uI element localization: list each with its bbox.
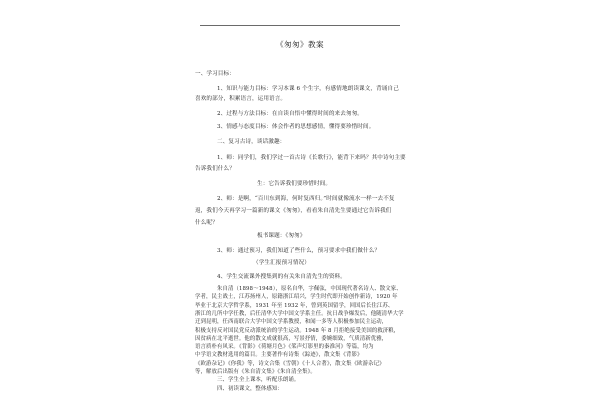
paragraph-line: （学生汇报预习情况） [253, 260, 310, 266]
paragraph-line: 生：它告诉我们要珍惜时间。 [257, 181, 332, 187]
page-title: 《匆匆》教案 [276, 40, 324, 49]
paragraph-line: 告诉我们什么？ [195, 166, 235, 172]
paragraph-line: 3、情感与态度目标：体会作者的思想感情，懂得要珍惜时间。 [217, 124, 375, 130]
paragraph-line: 2、师：是啊，“百川东到海，何时复西归。”时间就像流水一样一去不复 [217, 196, 395, 202]
paragraph-line: 朱自清（1898～1948），原名自华，字佩弦，中国现代著名诗人、散文家、 [217, 286, 402, 292]
paragraph-line: 等，解放后出版有《朱自清文集》《朱自清全集》。 [195, 369, 316, 375]
paragraph-line: 中学语文教材选用的篇目。主要著作有诗集《踪迹》，散文集《背影》 [195, 352, 363, 359]
section-heading-read: 四、初读课文，整体感知： [217, 385, 283, 392]
paragraph-line: 3、师：通过预习，我们知道了些什么，预习要求中我们做什么？ [217, 248, 381, 254]
section-heading-review: 二、复习古诗，谈话激趣： [217, 139, 286, 145]
paragraph-line: 积极支持反对国民党反动派统治的学生运动。1948 年 8 月拒绝接受美国的救济粮， [195, 327, 400, 334]
paragraph-line: 什么呢？ [195, 220, 218, 226]
paragraph-line: 1、知识与能力目标：学习本课 6 个生字，有感情地朗读课文，背诵自己 [217, 86, 399, 92]
paragraph-line: 返，我们今天再学习一篇新的课文《匆匆》，看看朱自清先生要通过它告诉我们 [195, 208, 392, 214]
paragraph-line: 语言质朴有风采。《背影》《荷塘月色》《桨声灯影里的秦淮河》等篇，均为 [195, 344, 374, 351]
paragraph-line: 4、学生交流课外搜集到的有关朱自清先生的资料。 [217, 274, 346, 280]
paragraph-line: 浙江的几所中学任教，后任清华大学中国文学系主任。抗日战争爆发后，他随清华大学 [195, 310, 404, 317]
section-heading-objectives: 一、学习目标： [195, 71, 235, 77]
section-heading-listen: 三、学生全上课本，听配乐朗诵。 [217, 377, 300, 384]
paragraph-line: 因贫病在北平逝世。他的散文成就很高，写景抒情，委婉细致，气质清新优雅， [195, 335, 388, 342]
paragraph-line: 喜欢的部分，积累语言，运用语言。 [195, 96, 287, 102]
paragraph-line: 《欧游杂记》《你我》等，诗文合集《雪朝》《十人合著》，散文集《欧游杂记》 [195, 360, 385, 367]
paragraph-line: 迁到昆明，任西南联合大学中国文学系教授，和闻一多等人积极参加民主运动， [195, 319, 388, 326]
paragraph-line: 学者，民主战士，江苏扬州人，原籍浙江绍兴，学生时代即开始创作新诗，1920 年 [195, 294, 398, 301]
paragraph-line: 毕业于北京大学哲学系，1931 年至 1932 年，曾到英国留学，回国后长住江苏、 [195, 302, 394, 309]
paragraph-line: 2、过程与方法目标：在自读自悟中懂得时间的来去匆匆。 [217, 111, 364, 117]
board-title-line: 板书课题：《匆匆》 [257, 233, 306, 239]
paragraph-line: 1、师：同学们，我们学过一首古诗《长歌行》，能背下来吗？其中诗句主要 [217, 155, 406, 161]
